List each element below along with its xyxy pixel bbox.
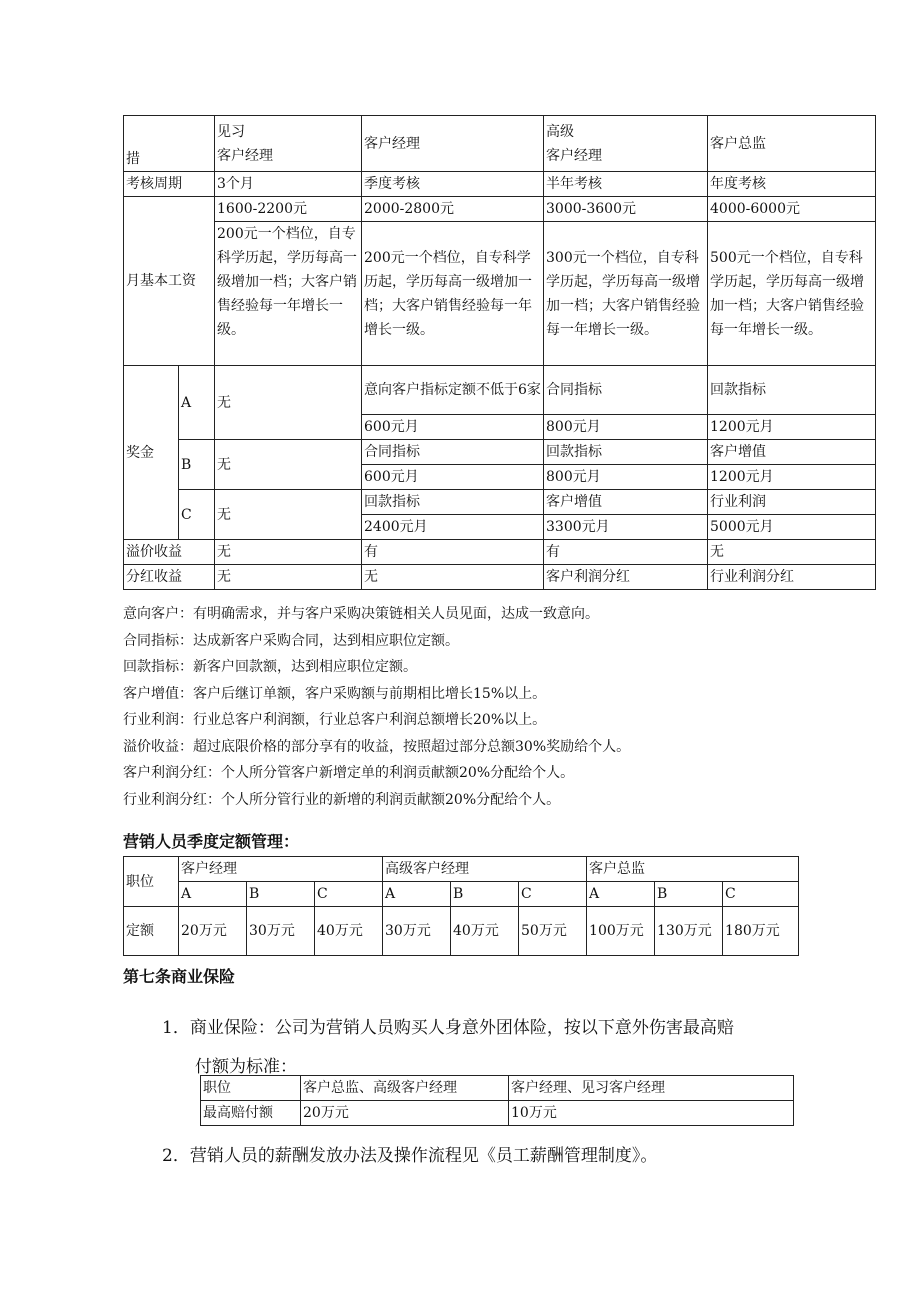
note-line: 溢价收益：超过底限价格的部分享有的收益，按照超过部分总额30%奖励给个人。 — [123, 738, 631, 755]
quota-group-row — [124, 857, 799, 882]
dividend-row — [124, 565, 876, 590]
premium-value: 无 — [708, 540, 876, 565]
salary-desc: 200元一个档位，自专科学历起，学历每高一级增加一档；大客户销售经验每一年增长一级。 — [362, 222, 544, 366]
premium-value: 有 — [544, 540, 708, 565]
insurance-value: 10万元 — [509, 1101, 794, 1126]
quota-level: A — [587, 882, 655, 907]
bonus-intern: 无 — [215, 366, 362, 440]
note-line: 行业利润：行业总客户利润额，行业总客户利润总额增长20%以上。 — [123, 712, 547, 728]
quota-table — [123, 856, 799, 956]
header-intern-manager: 见习 客户经理 — [215, 116, 362, 172]
article7-item1-line2: 付额为标准： — [195, 1057, 297, 1077]
insurance-header-row — [201, 1076, 794, 1101]
quota-level: B — [655, 882, 723, 907]
bonus-amount: 800元月 — [544, 415, 708, 440]
salary-range: 3000-3600元 — [544, 197, 708, 222]
bonus-amount: 2400元月 — [362, 515, 544, 540]
insurance-row-label: 最高赔付额 — [201, 1101, 301, 1126]
note-line: 客户增值：客户后继订单额，客户采购额与前期相比增长15%以上。 — [123, 685, 547, 702]
dividend-value: 客户利润分红 — [544, 565, 708, 590]
quota-level: C — [519, 882, 587, 907]
bonus-target: 行业利润 — [708, 490, 876, 515]
note-line: 行业利润分红：个人所分管行业的新增的利润贡献额20%分配给个人。 — [123, 791, 561, 808]
cycle-value: 年度考核 — [708, 172, 876, 197]
article7-item2: 2．营销人员的薪酬发放办法及操作流程见《员工薪酬管理制度》。 — [162, 1146, 658, 1166]
quota-value: 40万元 — [315, 907, 383, 956]
quota-level: A — [383, 882, 451, 907]
dividend-value: 无 — [362, 565, 544, 590]
bonus-amount: 1200元月 — [708, 415, 876, 440]
note-line: 客户利润分红：个人所分管客户新增定单的利润贡献额20%分配给个人。 — [123, 765, 575, 781]
quota-level: C — [723, 882, 799, 907]
salary-desc: 200元一个档位，自专科学历起，学历每高一级增加一档；大客户销售经验每一年增长一级。 — [215, 222, 362, 366]
quota-value: 20万元 — [179, 907, 247, 956]
dividend-value: 无 — [215, 565, 362, 590]
header-row — [124, 116, 876, 172]
salary-range: 1600-2200元 — [215, 197, 362, 222]
insurance-value-row — [201, 1101, 794, 1126]
bonus-intern: 无 — [215, 440, 362, 490]
quota-level-row — [124, 882, 799, 907]
bonus-level: A — [179, 366, 215, 440]
bonus-amount: 600元月 — [362, 415, 544, 440]
bonus-target: 回款指标 — [362, 490, 544, 515]
bonus-target: 客户增值 — [708, 440, 876, 465]
quota-label: 定额 — [124, 907, 179, 956]
quota-value: 30万元 — [383, 907, 451, 956]
quota-group: 客户经理 — [179, 857, 383, 882]
salary-desc: 300元一个档位，自专科学历起，学历每高一级增加一档；大客户销售经验每一年增长一级。 — [544, 222, 708, 366]
article7-heading: 第七条商业保险 — [123, 967, 236, 986]
quota-value: 50万元 — [519, 907, 587, 956]
quota-level: C — [315, 882, 383, 907]
bonus-b-target-row — [124, 440, 876, 465]
bonus-intern: 无 — [215, 490, 362, 540]
quota-value: 30万元 — [247, 907, 315, 956]
bonus-level: B — [179, 440, 215, 490]
definition-notes — [123, 601, 883, 813]
cycle-value: 季度考核 — [362, 172, 544, 197]
quota-value: 40万元 — [451, 907, 519, 956]
corner-cell: 措 — [124, 116, 215, 172]
salary-label: 月基本工资 — [124, 197, 215, 366]
quota-level: B — [451, 882, 519, 907]
note-line: 意向客户：有明确需求，并与客户采购决策链相关人员见面，达成一致意向。 — [123, 606, 599, 622]
header-director: 客户总监 — [708, 116, 876, 172]
bonus-amount: 600元月 — [362, 465, 544, 490]
bonus-target: 合同指标 — [362, 440, 544, 465]
salary-range: 2000-2800元 — [362, 197, 544, 222]
article7-item1-line1: 1．商业保险：公司为营销人员购买人身意外团体险，按以下意外伤害最高赔 — [162, 1018, 734, 1038]
quota-position-label: 职位 — [124, 857, 179, 907]
cycle-value: 半年考核 — [544, 172, 708, 197]
bonus-amount: 5000元月 — [708, 515, 876, 540]
cycle-value: 3个月 — [215, 172, 362, 197]
premium-row — [124, 540, 876, 565]
premium-value: 无 — [215, 540, 362, 565]
bonus-target: 意向客户指标定额不低于6家 — [362, 366, 544, 415]
premium-label: 溢价收益 — [124, 540, 215, 565]
quota-value: 180万元 — [723, 907, 799, 956]
bonus-label: 奖金 — [124, 366, 179, 540]
quota-level: A — [179, 882, 247, 907]
bonus-c-target-row — [124, 490, 876, 515]
header-senior-manager: 高级 客户经理 — [544, 116, 708, 172]
cycle-row — [124, 172, 876, 197]
dividend-label: 分红收益 — [124, 565, 215, 590]
insurance-header: 客户经理、见习客户经理 — [509, 1076, 794, 1101]
quota-value-row — [124, 907, 799, 956]
salary-desc-row — [124, 222, 876, 366]
dividend-value: 行业利润分红 — [708, 565, 876, 590]
quota-level: B — [247, 882, 315, 907]
quota-value: 100万元 — [587, 907, 655, 956]
insurance-header: 职位 — [201, 1076, 301, 1101]
salary-desc: 500元一个档位，自专科学历起，学历每高一级增加一档；大客户销售经验每一年增长一级。 — [708, 222, 876, 366]
quota-value: 130万元 — [655, 907, 723, 956]
bonus-a-target-row — [124, 366, 876, 415]
cycle-label: 考核周期 — [124, 172, 215, 197]
salary-range: 4000-6000元 — [708, 197, 876, 222]
bonus-target: 回款指标 — [544, 440, 708, 465]
header-account-manager: 客户经理 — [362, 116, 544, 172]
insurance-table — [200, 1075, 794, 1126]
quota-group: 客户总监 — [587, 857, 799, 882]
bonus-amount: 1200元月 — [708, 465, 876, 490]
bonus-target: 回款指标 — [708, 366, 876, 415]
note-line: 回款指标：新客户回款额，达到相应职位定额。 — [123, 659, 417, 675]
insurance-header: 客户总监、高级客户经理 — [301, 1076, 509, 1101]
insurance-value: 20万元 — [301, 1101, 509, 1126]
bonus-level: C — [179, 490, 215, 540]
bonus-amount: 3300元月 — [544, 515, 708, 540]
salary-range-row — [124, 197, 876, 222]
note-line: 合同指标：达成新客户采购合同，达到相应职位定额。 — [123, 632, 459, 649]
bonus-target: 客户增值 — [544, 490, 708, 515]
bonus-target: 合同指标 — [544, 366, 708, 415]
quota-group: 高级客户经理 — [383, 857, 587, 882]
premium-value: 有 — [362, 540, 544, 565]
compensation-table — [123, 115, 876, 590]
bonus-amount: 800元月 — [544, 465, 708, 490]
quota-heading: 营销人员季度定额管理： — [123, 832, 300, 851]
